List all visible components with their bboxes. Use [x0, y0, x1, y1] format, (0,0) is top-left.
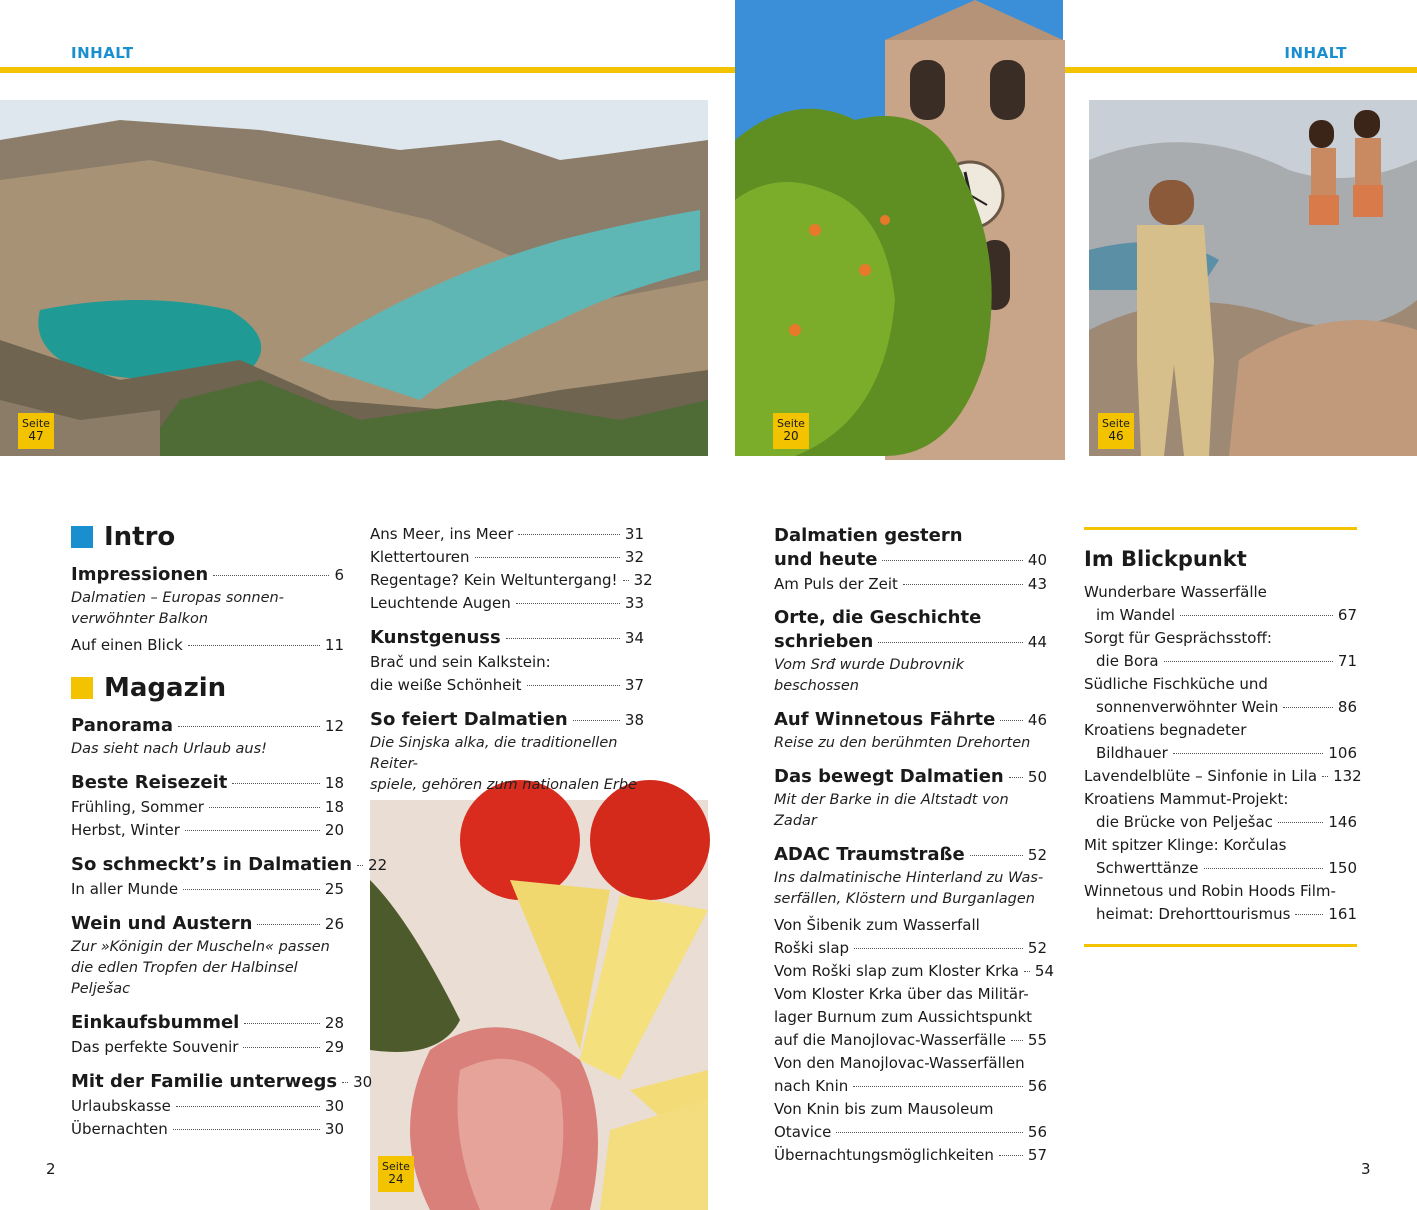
- entry-subtitle: Zur »Königin der Muscheln« passen: [71, 939, 330, 955]
- tag-label: Seite: [22, 417, 50, 430]
- toc-entry[interactable]: [370, 707, 644, 733]
- entry-title: So schmeckt’s in Dalmatien: [71, 854, 353, 875]
- toc-entry[interactable]: [71, 1118, 344, 1141]
- toc-entry[interactable]: [370, 592, 644, 615]
- entry-title: Urlaubskasse: [71, 1097, 171, 1115]
- entry-page: 40: [1027, 551, 1047, 569]
- blickpunkt-rule-top: [1084, 527, 1357, 530]
- toc-entry[interactable]: [71, 770, 344, 796]
- entry-title: Einkaufsbummel: [71, 1012, 240, 1033]
- entry-page: 25: [324, 880, 344, 898]
- dot-leader: [1278, 822, 1323, 823]
- tag-page: 47: [28, 429, 44, 443]
- entry-title: Roški slap: [774, 939, 850, 957]
- entry-title: Leuchtende Augen: [370, 594, 511, 612]
- toc-entry[interactable]: [71, 852, 388, 878]
- dot-leader: [1009, 777, 1023, 778]
- dot-leader: [1024, 971, 1030, 972]
- dot-leader: [1173, 753, 1324, 754]
- entry-page: 38: [624, 711, 644, 729]
- entry-line[interactable]: Wunderbare Wasserfälle: [1084, 583, 1267, 601]
- entry-subtitle: Reise zu den berühmten Drehorten: [774, 735, 1031, 751]
- dot-leader: [232, 783, 320, 784]
- entry-title: auf die Manojlovac-Wasserfälle: [774, 1031, 1007, 1049]
- entry-subtitle: spiele, gehören zum nationalen Erbe: [370, 777, 638, 793]
- dot-leader: [357, 865, 363, 866]
- toc-entry[interactable]: [774, 1029, 1047, 1052]
- toc-column-2: [370, 523, 653, 796]
- entry-page: 132: [1333, 767, 1362, 785]
- entry-title: Vom Roški slap zum Kloster Krka: [774, 962, 1019, 980]
- blickpunkt-title: Im Blickpunkt: [1084, 547, 1247, 571]
- dot-leader: [178, 726, 320, 727]
- entry-title: Übernachtungsmöglichkeiten: [774, 1146, 994, 1164]
- entry-page: 57: [1027, 1146, 1047, 1164]
- header-rule-right: [1063, 67, 1417, 73]
- entry-page: 12: [324, 717, 344, 735]
- toc-entry[interactable]: [774, 1144, 1047, 1167]
- toc-entry[interactable]: [71, 1036, 344, 1059]
- food-photo: [370, 800, 708, 1210]
- entry-title: Am Puls der Zeit: [774, 575, 898, 593]
- toc-entry[interactable]: [71, 562, 344, 588]
- dot-leader: [213, 575, 329, 576]
- entry-line[interactable]: Dalmatien gestern: [774, 525, 963, 546]
- dot-leader: [878, 642, 1023, 643]
- entry-page: 56: [1027, 1123, 1047, 1141]
- dot-leader: [573, 720, 620, 721]
- entry-page: 18: [324, 798, 344, 816]
- page-ref-tag[interactable]: [773, 413, 809, 449]
- toc-column-3: [774, 524, 1054, 1167]
- tag-label: Seite: [777, 417, 805, 430]
- entry-page: 54: [1034, 962, 1054, 980]
- entry-page: 37: [624, 676, 644, 694]
- entry-title: Auf einen Blick: [71, 636, 183, 654]
- entry-page: 34: [624, 629, 644, 647]
- entry-line[interactable]: Winnetous und Robin Hoods Film-: [1084, 882, 1336, 900]
- entry-subtitle: verwöhnter Balkon: [71, 611, 209, 627]
- toc-entry[interactable]: [774, 1121, 1047, 1144]
- entry-page: 56: [1027, 1077, 1047, 1095]
- toc-entry[interactable]: [774, 707, 1047, 733]
- dot-leader: [1204, 868, 1324, 869]
- entry-page: 71: [1337, 652, 1357, 670]
- toc-entry[interactable]: [71, 796, 344, 819]
- entry-title: Impressionen: [71, 564, 209, 585]
- section-magazin: [71, 673, 344, 703]
- entry-line[interactable]: Mit spitzer Klinge: Korčulas: [1084, 836, 1287, 854]
- dot-leader: [183, 889, 320, 890]
- entry-title: Frühling, Sommer: [71, 798, 204, 816]
- entry-line[interactable]: Orte, die Geschichte: [774, 607, 982, 628]
- toc-entry[interactable]: [71, 911, 344, 937]
- entry-page: 86: [1337, 698, 1357, 716]
- dot-leader: [1322, 776, 1328, 777]
- entry-page: 52: [1027, 939, 1047, 957]
- entry-page: 106: [1328, 744, 1357, 762]
- entry-page: 31: [624, 525, 644, 543]
- entry-title: Panorama: [71, 715, 173, 736]
- entry-page: 32: [633, 571, 653, 589]
- toc-entry[interactable]: [1084, 857, 1357, 880]
- page-ref-tag[interactable]: [1098, 413, 1134, 449]
- toc-column-1: [71, 522, 388, 1141]
- dot-leader: [173, 1129, 320, 1130]
- toc-entry[interactable]: [71, 1069, 373, 1095]
- section-title: Intro: [104, 522, 176, 552]
- entry-title: Beste Reisezeit: [71, 772, 228, 793]
- toc-entry[interactable]: [71, 1095, 344, 1118]
- entry-line[interactable]: Sorgt für Gesprächsstoff:: [1084, 629, 1272, 647]
- entry-line[interactable]: Kroatiens begnadeter: [1084, 721, 1247, 739]
- tag-label: Seite: [382, 1160, 410, 1173]
- page-ref-tag[interactable]: [18, 413, 54, 449]
- dot-leader: [1295, 914, 1323, 915]
- entry-title: Bildhauer: [1096, 744, 1168, 762]
- toc-entry[interactable]: [774, 937, 1047, 960]
- entry-page: 46: [1027, 711, 1047, 729]
- entry-line[interactable]: Südliche Fischküche und: [1084, 675, 1268, 693]
- dot-leader: [527, 685, 620, 686]
- entry-title: Das bewegt Dalmatien: [774, 766, 1004, 787]
- dot-leader: [1283, 707, 1333, 708]
- section-marker-blue: [71, 526, 93, 548]
- blickpunkt-rule-bottom: [1084, 944, 1357, 947]
- section-marker-yellow: [71, 677, 93, 699]
- entry-line[interactable]: Vom Kloster Krka über das Militär-: [774, 985, 1029, 1003]
- dot-leader: [836, 1132, 1023, 1133]
- dot-leader: [1180, 615, 1333, 616]
- toc-entry[interactable]: [370, 546, 644, 569]
- entry-title: Regentage? Kein Weltuntergang!: [370, 571, 618, 589]
- tag-page: 20: [783, 429, 799, 443]
- entry-subtitle: Vom Srđ wurde Dubrovnik beschossen: [774, 657, 964, 694]
- dot-leader: [854, 948, 1023, 949]
- entry-page: 30: [324, 1120, 344, 1138]
- dot-leader: [342, 1082, 348, 1083]
- section-intro: [71, 522, 344, 552]
- toc-entry[interactable]: [774, 842, 1047, 868]
- toc-entry[interactable]: [1084, 742, 1357, 765]
- entry-title: nach Knin: [774, 1077, 849, 1095]
- toc-entry[interactable]: [370, 523, 644, 546]
- section-header-right: INHALT: [1284, 44, 1347, 62]
- entry-title: und heute: [774, 549, 878, 570]
- toc-entry[interactable]: [774, 573, 1047, 596]
- entry-page: 146: [1328, 813, 1357, 831]
- entry-title: Herbst, Winter: [71, 821, 180, 839]
- entry-title: Auf Winnetous Fährte: [774, 709, 996, 730]
- dot-leader: [623, 580, 629, 581]
- entry-subtitle: die edlen Tropfen der Halbinsel Pelješac: [71, 960, 298, 997]
- toc-entry[interactable]: [370, 569, 653, 592]
- entry-page: 30: [324, 1097, 344, 1115]
- toc-entry[interactable]: [370, 674, 644, 697]
- entry-title: Schwerttänze: [1096, 859, 1199, 877]
- toc-entry[interactable]: [71, 713, 344, 739]
- toc-entry[interactable]: [774, 764, 1047, 790]
- toc-entry[interactable]: [71, 878, 344, 901]
- entry-title: Lavendelblüte – Sinfonie in Lila: [1084, 767, 1318, 785]
- entry-page: 20: [324, 821, 344, 839]
- entry-title: die Brücke von Pelješac: [1096, 813, 1273, 831]
- entry-title: Wein und Austern: [71, 913, 253, 934]
- tag-page: 24: [388, 1172, 404, 1186]
- toc-entry[interactable]: [1084, 604, 1357, 627]
- entry-line[interactable]: Brač und sein Kalkstein:: [370, 653, 551, 671]
- entry-subtitle: serfällen, Klöstern und Burganlagen: [774, 891, 1035, 907]
- dot-leader: [853, 1086, 1023, 1087]
- entry-page: 6: [334, 566, 344, 584]
- entry-page: 50: [1027, 768, 1047, 786]
- entry-subtitle: Die Sinjska alka, die traditionellen Reiter-: [370, 735, 618, 772]
- page-number-left: 2: [46, 1160, 56, 1178]
- section-title: Magazin: [104, 673, 227, 703]
- tag-page: 46: [1108, 429, 1124, 443]
- toc-entry[interactable]: [1084, 765, 1362, 788]
- dot-leader: [516, 603, 620, 604]
- entry-subtitle: Das sieht nach Urlaub aus!: [71, 741, 267, 757]
- dot-leader: [209, 807, 320, 808]
- entry-line[interactable]: Von Šibenik zum Wasserfall: [774, 916, 980, 934]
- toc-entry[interactable]: [1084, 903, 1357, 926]
- dot-leader: [243, 1047, 319, 1048]
- section-header-left: INHALT: [71, 44, 134, 62]
- toc-entry[interactable]: [71, 634, 344, 657]
- entry-title: Ans Meer, ins Meer: [370, 525, 514, 543]
- entry-title: Otavice: [774, 1123, 832, 1141]
- toc-entry[interactable]: [774, 960, 1054, 983]
- dot-leader: [518, 534, 620, 535]
- entry-title: In aller Munde: [71, 880, 179, 898]
- entry-subtitle: Dalmatien – Europas sonnen-: [71, 590, 284, 606]
- entry-page: 44: [1027, 633, 1047, 651]
- entry-page: 150: [1328, 859, 1357, 877]
- entry-title: im Wandel: [1096, 606, 1176, 624]
- entry-page: 52: [1027, 846, 1047, 864]
- entry-page: 55: [1027, 1031, 1047, 1049]
- dot-leader: [475, 557, 620, 558]
- entry-page: 28: [324, 1014, 344, 1032]
- dot-leader: [185, 830, 320, 831]
- tag-label: Seite: [1102, 417, 1130, 430]
- toc-entry[interactable]: [1084, 696, 1357, 719]
- dot-leader: [1011, 1040, 1023, 1041]
- dot-leader: [882, 560, 1022, 561]
- entry-title: die weiße Schönheit: [370, 676, 522, 694]
- dot-leader: [970, 855, 1023, 856]
- dot-leader: [188, 645, 320, 646]
- entry-page: 11: [324, 636, 344, 654]
- toc-entry[interactable]: [370, 625, 644, 651]
- toc-entry[interactable]: [1084, 811, 1357, 834]
- entry-page: 67: [1337, 606, 1357, 624]
- entry-page: 22: [368, 856, 388, 874]
- entry-page: 33: [624, 594, 644, 612]
- entry-title: So feiert Dalmatien: [370, 709, 568, 730]
- header-rule-left: [0, 67, 735, 73]
- entry-title: ADAC Traumstraße: [774, 844, 965, 865]
- winnetou-photo: [1089, 100, 1417, 456]
- entry-line[interactable]: Von Knin bis zum Mausoleum: [774, 1100, 994, 1118]
- entry-line[interactable]: Von den Manojlovac-Wasserfällen: [774, 1054, 1025, 1072]
- entry-page: 29: [324, 1038, 344, 1056]
- entry-title: die Bora: [1096, 652, 1159, 670]
- page-number-right: 3: [1361, 1160, 1371, 1178]
- dot-leader: [506, 638, 620, 639]
- page-ref-tag[interactable]: [378, 1156, 414, 1192]
- entry-page: 18: [324, 774, 344, 792]
- dot-leader: [903, 584, 1023, 585]
- entry-subtitle: Mit der Barke in die Altstadt von Zadar: [774, 792, 1009, 829]
- entry-title: Das perfekte Souvenir: [71, 1038, 239, 1056]
- dot-leader: [999, 1155, 1023, 1156]
- entry-line[interactable]: Kroatiens Mammut-Projekt:: [1084, 790, 1289, 808]
- entry-title: schrieben: [774, 631, 874, 652]
- entry-title: heimat: Drehorttourismus: [1096, 905, 1291, 923]
- bell-tower-photo: [735, 0, 1063, 456]
- toc-entry[interactable]: [1084, 650, 1357, 673]
- toc-entry[interactable]: [774, 547, 1047, 573]
- toc-entry[interactable]: [774, 629, 1047, 655]
- toc-entry[interactable]: [774, 1075, 1047, 1098]
- toc-entry[interactable]: [71, 819, 344, 842]
- entry-page: 32: [624, 548, 644, 566]
- entry-page: 43: [1027, 575, 1047, 593]
- canyon-photo: [0, 100, 708, 456]
- entry-title: sonnenverwöhnter Wein: [1096, 698, 1279, 716]
- dot-leader: [176, 1106, 320, 1107]
- entry-page: 30: [353, 1073, 373, 1091]
- entry-title: Übernachten: [71, 1120, 168, 1138]
- dot-leader: [1164, 661, 1333, 662]
- entry-subtitle: Ins dalmatinische Hinterland zu Was-: [774, 870, 1044, 886]
- entry-page: 161: [1328, 905, 1357, 923]
- entry-page: 26: [324, 915, 344, 933]
- entry-line[interactable]: lager Burnum zum Aussichtspunkt: [774, 1008, 1033, 1026]
- toc-entry[interactable]: [71, 1010, 344, 1036]
- dot-leader: [257, 924, 319, 925]
- entry-title: Mit der Familie unterwegs: [71, 1071, 338, 1092]
- entry-title: Klettertouren: [370, 548, 470, 566]
- dot-leader: [244, 1023, 320, 1024]
- blickpunkt-box: [1084, 531, 1362, 926]
- dot-leader: [1000, 720, 1023, 721]
- entry-title: Kunstgenuss: [370, 627, 501, 648]
